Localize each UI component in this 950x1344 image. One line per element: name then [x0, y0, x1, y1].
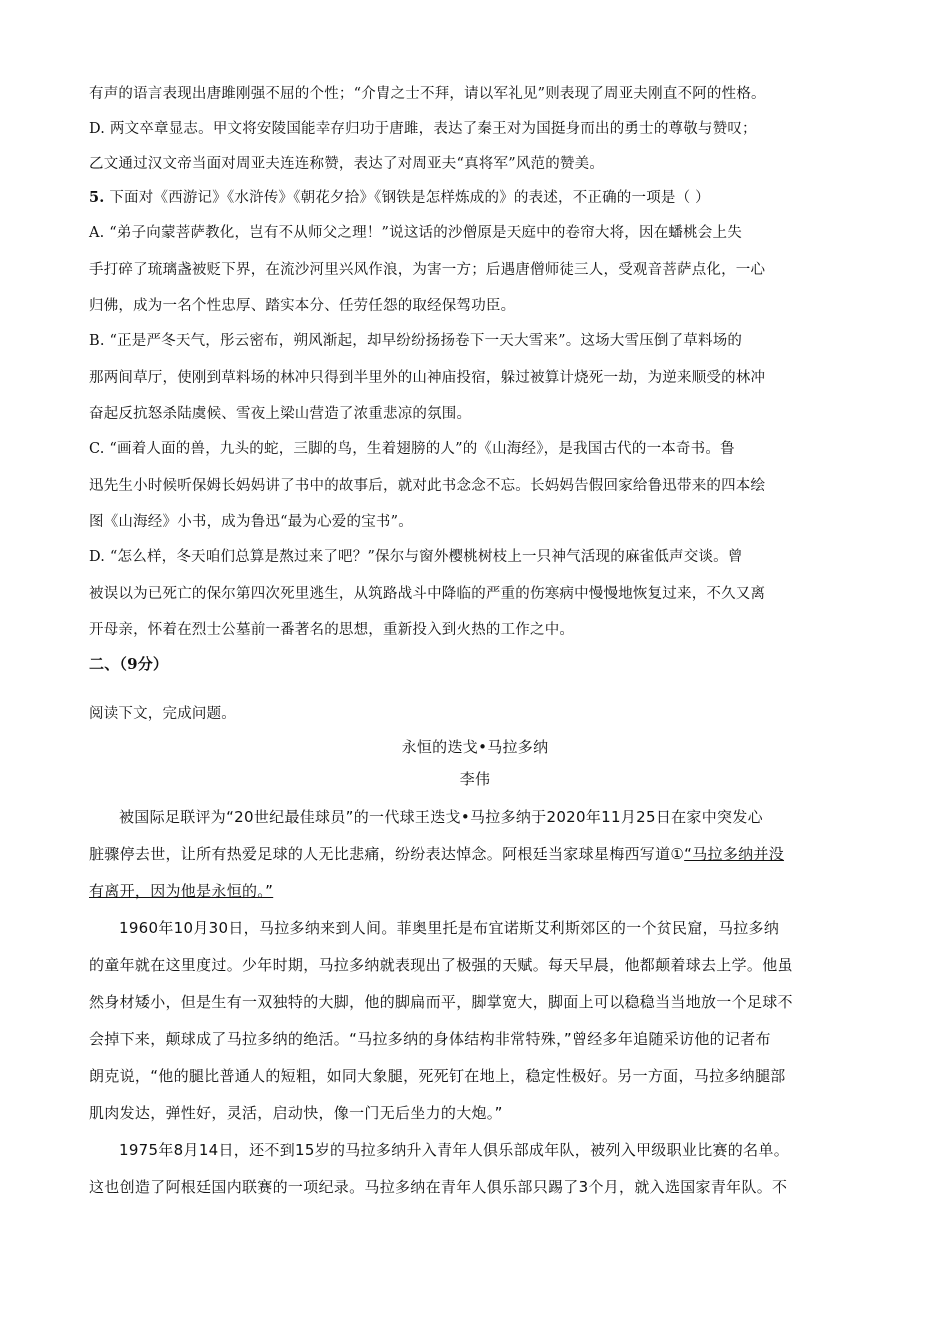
option-a-line: 手打碎了琉璃盏被贬下界，在流沙河里兴风作浪，为害一方；后遇唐僧师徒三人，受观音菩萨点化，一心 — [89, 262, 766, 278]
article-author: 李伟 — [459, 770, 491, 788]
paragraph-line: 被国际足联评为“20世纪最佳球员”的一代球王迭戈•马拉多纳于2020年11月25日在家中突发心 — [119, 808, 763, 826]
option-b-line: 那两间草厅，使刚到草料场的林冲只得到半里外的山神庙投宿，躲过被算计烧死一劫，为逆来顺受的林冲 — [89, 370, 766, 386]
option-d-line: 开母亲，怀着在烈士公墓前一番著名的思想，重新投入到火热的工作之中。 — [89, 622, 575, 638]
option-c-line: C. “画着人面的兽，九头的蛇，三脚的鸟，生着翅膀的人”的《山海经》，是我国古代的一本奇书。鲁 — [89, 441, 735, 457]
article-title: 永恒的迭戈•马拉多纳 — [401, 738, 549, 756]
paragraph-line: 这也创造了阿根廷国内联赛的一项纪录。马拉多纳在青年人俱乐部只踢了3个月，就入选国家青年队。不 — [89, 1178, 788, 1196]
paragraph-line: 1960年10月30日，马拉多纳来到人间。菲奥里托是布宜诺斯艾利斯郊区的一个贫民窟，马拉多纳 — [119, 919, 780, 937]
question-stem-text: 下面对《西游记》《水浒传》《朝花夕拾》《钢铁是怎样炼成的》的表述，不正确的一项是（ ） — [109, 190, 710, 206]
question-5-stem — [89, 186, 710, 207]
option-d-line: 被误以为已死亡的保尔第四次死里逃生，从筑路战斗中降临的严重的伤寒病中慢慢地恢复过来，不久又离 — [89, 586, 766, 602]
option-a-line: 归佛，成为一名个性忠厚、踏实本分、任劳任怨的取经保驾功臣。 — [89, 298, 516, 314]
text-line: 有声的语言表现出唐雎刚强不屈的个性；“介胄之士不拜，请以军礼见”则表现了周亚夫刚直不阿的性格。 — [89, 86, 766, 102]
option-d-line: D. “怎么样，冬天咱们总算是熬过来了吧？”保尔与窗外樱桃树枝上一只神气活现的麻雀低声交谈。曾 — [89, 549, 743, 565]
option-d-line: D. 两文卒章显志。甲文将安陵国能幸存归功于唐雎，表达了秦王对为国挺身而出的勇士的尊敬与赞叹； — [89, 121, 757, 137]
annotation-marker: ① — [670, 845, 685, 863]
paragraph-line: 朗克说，“他的腿比普通人的短粗，如同大象腿，死死钉在地上，稳定性极好。另一方面，马拉多纳腿部 — [89, 1067, 786, 1085]
paragraph-line: 1975年8月14日，还不到15岁的马拉多纳升入青年人俱乐部成年队，被列入甲级职业比赛的名单。 — [119, 1141, 789, 1159]
paragraph-text: 脏骤停去世，让所有热爱足球的人无比悲痛，纷纷表达悼念。阿根廷当家球星梅西写道 — [89, 845, 671, 863]
option-c-line: 迅先生小时候听保姆长妈妈讲了书中的故事后，就对此书念念不忘。长妈妈告假回家给鲁迅带来的四本绘 — [89, 478, 766, 494]
paragraph-line — [89, 843, 784, 864]
underlined-quote: “马拉多纳并没 — [684, 845, 785, 863]
option-c-line: 图《山海经》小书，成为鲁迅“最为心爱的宝书”。 — [89, 514, 413, 530]
option-b-line: B. “正是严冬天气，彤云密布，朔风渐起，却早纷纷扬扬卷下一天大雪来”。这场大雪压倒了草料场的 — [89, 333, 743, 349]
paragraph-line: 的童年就在这里度过。少年时期，马拉多纳就表现出了极强的天赋。每天早晨，他都颠着球去上学。他虽 — [89, 956, 793, 974]
option-b-line: 奋起反抗怒杀陆虞候、雪夜上梁山营造了浓重悲凉的氛围。 — [89, 406, 472, 422]
underlined-quote: 有离开，因为他是永恒的。” — [89, 882, 274, 900]
option-a-line: A. “弟子向蒙菩萨教化，岂有不从师父之理！”说这话的沙僧原是天庭中的卷帘大将，因在蟠桃会上失 — [89, 225, 742, 241]
option-d-line: 乙文通过汉文帝当面对周亚夫连连称赞，表达了对周亚夫“真将军”风范的赞美。 — [89, 156, 605, 172]
paragraph-line: 肌肉发达，弹性好，灵活，启动快，像一门无后坐力的大炮。” — [89, 1104, 503, 1122]
reading-instruction: 阅读下文，完成问题。 — [89, 706, 236, 722]
paragraph-line: 会掉下来，颠球成了马拉多纳的绝活。“马拉多纳的身体结构非常特殊，”曾经多年追随采访他的记者布 — [89, 1030, 771, 1048]
section-heading: 二、（9分） — [89, 655, 169, 673]
paragraph-line: 然身材矮小，但是生有一双独特的大脚，他的脚扁而平，脚掌宽大，脚面上可以稳稳当当地放一个足球不 — [89, 993, 793, 1011]
question-number: 5. — [89, 189, 105, 206]
